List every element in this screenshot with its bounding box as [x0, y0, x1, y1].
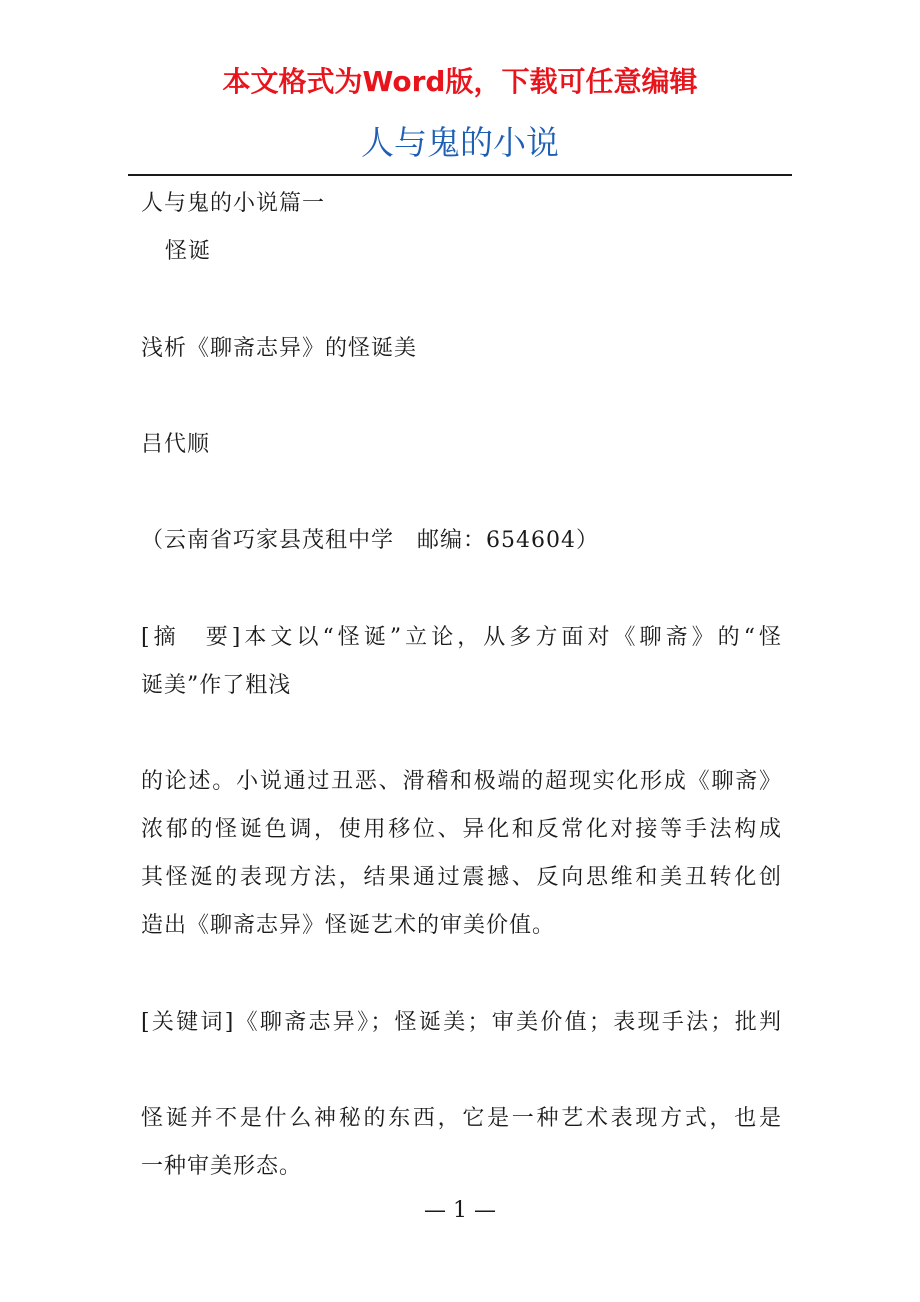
subheading: 怪诞 [165, 239, 212, 264]
paragraph-line: 的论述。小说通过丑恶、滑稽和极端的超现实化形成《聊斋》 [141, 769, 781, 794]
keywords-line: [关键词]《聊斋志异》；怪诞美；审美价值；表现手法；批判 [141, 1010, 781, 1035]
paragraph-line: 浓郁的怪诞色调，使用移位、异化和反常化对接等手法构成 [141, 817, 781, 842]
page-number: — 1 — [424, 1198, 496, 1223]
paragraph-line: 怪诞并不是什么神秘的东西，它是一种艺术表现方式，也是 [141, 1106, 781, 1131]
abstract-line: [摘 要]本文以“怪诞”立论，从多方面对《聊斋》的“怪 [141, 625, 781, 650]
section-heading: 人与鬼的小说篇一 [141, 191, 326, 216]
author-name: 吕代顺 [141, 432, 211, 457]
paragraph-line: 一种审美形态。 [141, 1154, 303, 1179]
article-title: 浅析《聊斋志异》的怪诞美 [141, 336, 418, 361]
author-affiliation: （云南省巧家县茂租中学 邮编：654604） [141, 528, 599, 553]
title-divider [128, 174, 792, 176]
document-title: 人与鬼的小说 [361, 123, 559, 162]
word-format-banner: 本文格式为Word版，下载可任意编辑 [222, 65, 698, 98]
paragraph-line: 其怪涎的表现方法，结果通过震撼、反向思维和美丑转化创 [141, 865, 781, 890]
abstract-line: 诞美”作了粗浅 [141, 673, 292, 698]
paragraph-line: 造出《聊斋志异》怪诞艺术的审美价值。 [141, 913, 556, 938]
